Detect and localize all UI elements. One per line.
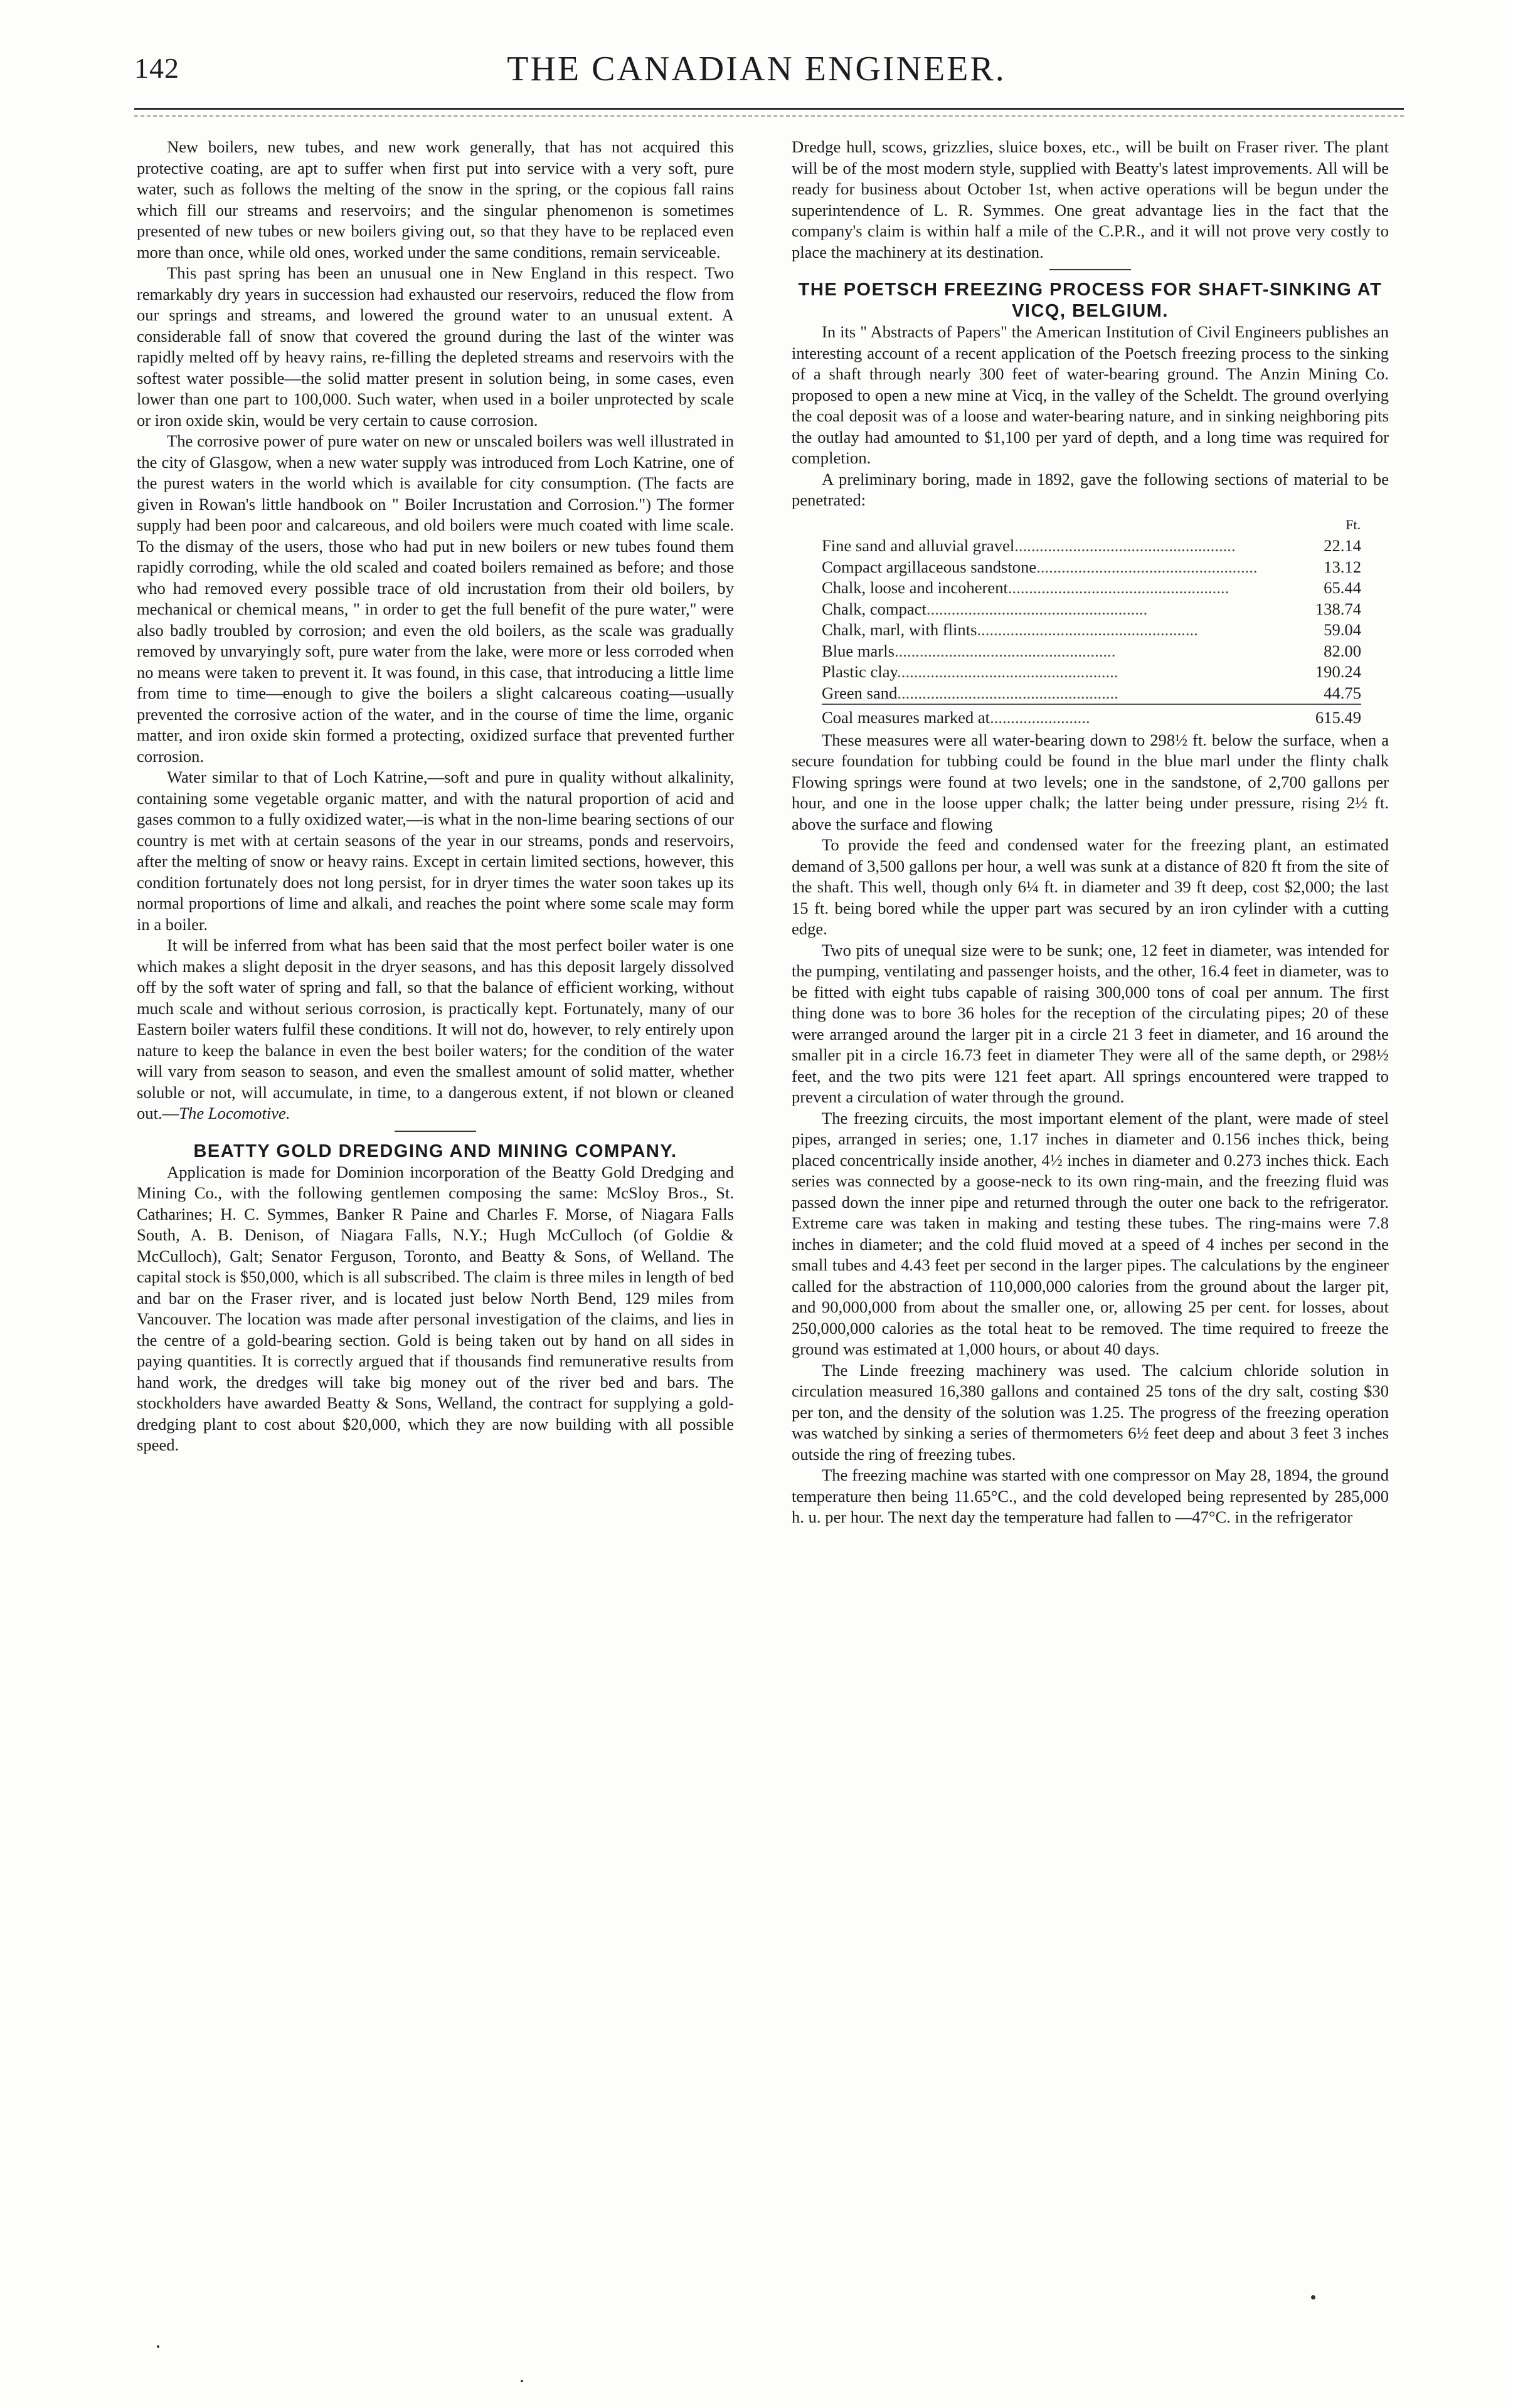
journal-title: THE CANADIAN ENGINEER. [507, 50, 1006, 88]
paragraph [137, 935, 734, 1124]
section-label-text: Chalk, loose and incoherent [822, 578, 1008, 597]
table-row [822, 578, 1361, 599]
section-divider [395, 1131, 476, 1132]
paragraph: The Linde freezing machinery was used. The calcium chloride solution in circulation measured 16,380 gallons and contained 25 tons of the dry salt, costing $30 per ton, and the density of the solution was 1.25. The progress of the freezing operation was watched by sinking a series of thermometers 6½ feet deep and about 3 feet 3 inches outside the ring of freezing tubes. [792, 1360, 1389, 1464]
section-divider [1049, 269, 1131, 270]
table-row [822, 536, 1361, 557]
table-row [822, 662, 1361, 683]
paragraph-text: It will be inferred from what has been said that the most perfect boiler water is one which makes a slight deposit in the dryer seasons, and has this deposit largely dissolved off by the soft water of spring and fall, so that the balance of efficient working, without much scale and without serious corrosion, is practically kept. Fortunately, many of our Eastern boiler waters fulfil these conditions. It will not do, however, to rely entirely upon nature to keep the balance in even the best boiler waters; for the condition of the water will vary from season to season, and even the smallest amount of solid matter, whether soluble or not, will accumulate, in time, to a dangerous extent, if not blown or cleaned out.— [137, 936, 734, 1122]
section-label-text: Blue marls [822, 641, 895, 660]
paragraph: This past spring has been an unusual one in New England in this respect. Two remarkably dry years in succession had exhausted our reservoirs, reduced the flow from our springs and streams, and lowered the ground water to an unusual extent. A considerable fall of snow that covered the ground during the last of the winter was rapidly melted off by heavy rains, re-filling the depleted streams and reservoirs with the softest water possible—the solid matter present in solution being, in some cases, even lower than one part to 100,000. Such water, when used in a boiler unprotected by scale or iron oxide skin, would be very certain to cause corrosion. [137, 263, 734, 430]
paragraph: Dredge hull, scows, grizzlies, sluice boxes, etc., will be built on Fraser river. The plant will be of the most modern style, supplied with Beatty's latest improvements. All will be ready for business about October 1st, when active operations will be begun under the superintendence of L. R. Symmes. One great advantage lies in the fact that the company's claim is within half a mile of the C.P.R., and it will not prove very costly to place the machinery at its destination. [792, 137, 1389, 261]
paragraph: In its " Abstracts of Papers" the American Institution of Civil Engineers publishes an interesting account of a recent application of the Poetsch freezing process to the sinking of a shaft through nearly 300 feet of water-bearing ground. The Anzin Mining Co. proposed to open a new mine at Vicq, in the valley of the Scheldt. The ground overlying the coal deposit was of a loose and water-bearing nature, and in sinking neighboring pits the outlay had amounted to $1,100 per yard of depth, and a long time was required for completion. [792, 322, 1389, 467]
unit-header: Ft. [1346, 516, 1361, 532]
paragraph: The corrosive power of pure water on new or unscaled boilers was well illustrated in the city of Glasgow, when a new water supply was introduced from Loch Katrine, one of the purest waters in the world which is available for city consumption. (The facts are given in Rowan's little handbook on " Boiler Incrustation and Corrosion.") The former supply had been poor and calcareous, and old boilers were much coated with lime scale. To the dismay of the users, those who had put in new boilers or new tubes found them rapidly corroding, while the old scaled and coated boilers remained as before; and those who had removed every possible trace of old incrustation from their old boilers, by mechanical or chemical means, " in order to get the full benefit of the pure water," were also badly troubled by corrosion; and even the old boilers, as the scale was gradually removed by unvaryingly soft, pure water from the lake, were more or less corroded when no means were taken to prevent it. It was found, in this case, that introducing a little lime from time to time—enough to give the boilers a slight calcareous coating—usually prevented the corrosive action of the water, and in the course of time the lime, organic matter, and iron oxide skin formed a protecting, oxidized surface that prevented further corrosion. [137, 431, 734, 766]
table-row [822, 620, 1361, 641]
total-value: 615.49 [1286, 704, 1361, 729]
print-speck [521, 2380, 523, 2382]
print-speck [157, 2345, 159, 2348]
section-label-text: Chalk, compact [822, 599, 926, 618]
page-number: 142 [134, 52, 179, 84]
section-label: Blue marls..................................................... [822, 641, 1116, 660]
section-label: Green sand..................................................... [822, 683, 1118, 702]
paragraph: Two pits of unequal size were to be sunk; one, 12 feet in diameter, was intended for the pumping, ventilating and passenger hoists, and the other, 16.4 feet in diameter, was to be fitted with eight tubs capable of raising 300,000 tons of coal per annum. The first thing done was to bore 36 holes for the reception of the circulating pipes; 20 of these were arranged around the larger pit in a circle 21 3 feet in diameter, and 16 around the smaller pit in a circle 16.73 feet in diameter They were all of the same depth, or 298½ feet, and the two pits were 121 feet apart. All springs encountered were trapped to prevent a circulation of water through the ground. [792, 940, 1389, 1106]
paragraph: New boilers, new tubes, and new work generally, that has not acquired this protective coating, are apt to suffer when first put into service with a very soft, pure water, such as follows the melting of the snow in the spring, or the copious fall rains which fill our streams and reservoirs; and the singular phenomenon is sometimes presented of new tubes or new boilers giving out, so that they have to be replaced even more than once, while old ones, worked under the same conditions, remain serviceable. [137, 137, 734, 261]
paragraph: The freezing circuits, the most important element of the plant, were made of steel pipes, arranged in series; one, 1.17 inches in diameter and 0.156 inches thick, being placed concentrically inside another, 4½ inches in diameter and 0.273 inches thick. Each series was connected by a goose-neck to its own ring-main, and the freezing fluid was passed down the inner pipe and returned through the outer one back to the refrigerator. Extreme care was taken in making and testing these tubes. The ring-mains were 7.8 inches in diameter; and the cold fluid moved at a speed of 4 inches per second in the small tubes and 4.43 feet per second in the larger pipes. The calculations by the engineer called for the abstraction of 110,000,000 calories from the ground about the larger pit, and 90,000,000 from about the smaller one, or, allowing 25 per cent. for losses, about 250,000,000 calories as the total heat to be removed. The time required to freeze the ground was estimated at 1,000 hours, or about 40 days. [792, 1108, 1389, 1358]
section-label: Chalk, loose and incoherent..................................................... [822, 578, 1229, 597]
section-value: 22.14 [1324, 536, 1361, 555]
paragraph: The freezing machine was started with one compressor on May 28, 1894, the ground temperature then being 11.65°C., and the cold developed being represented by 285,000 h. u. per hour. The next day the temperature had fallen to —47°C. in the refrigerator [792, 1465, 1389, 1526]
section-label-text: Fine sand and alluvial gravel [822, 536, 1015, 555]
right-column [792, 137, 1389, 1528]
paragraph: Application is made for Dominion incorporation of the Beatty Gold Dredging and Mining Co., with the following gentlemen composing the same: McSloy Bros., St. Catharines; H. C. Symmes, Banker R Paine and Charles F. Morse, of Niagara Falls South, A. B. Denison, of Niagara Falls, N.Y.; Hugh McCulloch (of Goldie & McCulloch), Galt; Senator Ferguson, Toronto, and Beatty & Sons, of Welland. The capital stock is $50,000, which is all subscribed. The claim is three miles in length of bed and bar on the Fraser river, and is located just below North Bend, 129 miles from Vancouver. The location was made after personal investigation of the claims, and lies in the centre of a gold-bearing section. Gold is being taken out by hand on all sides in paying quantities. It is correctly argued that if thousands find remunerative results from hand work, the dredges will take big money out of the river bed and bars. The stockholders have awarded Beatty & Sons, Welland, the contract for supplying a gold-dredging plant to cost about $20,000, which they are now building with all possible speed. [137, 1162, 734, 1454]
left-column [137, 137, 734, 1456]
paragraph: To provide the feed and condensed water for the freezing plant, an estimated demand of 3,500 gallons per hour, a well was sunk at a distance of 820 ft from the site of the shaft. This well, though only 6¼ ft. in diameter and 39 ft deep, cost $2,000; the last 15 ft. being bored while the upper part was secured by an iron cylinder with a cutting edge. [792, 835, 1389, 938]
section-value: 65.44 [1324, 578, 1361, 597]
section-label: Fine sand and alluvial gravel..................................................... [822, 536, 1236, 555]
section-label: Plastic clay..................................................... [822, 662, 1118, 681]
section-value: 138.74 [1315, 599, 1361, 618]
table-total-row: Coal measures marked at........................ 615.49 [822, 704, 1361, 729]
table-row [822, 641, 1361, 662]
paragraph: These measures were all water-bearing down to 298½ ft. below the surface, when a secure foundation for tubbing could be found in the blue marl under the flinty chalk Flowing springs were found at two levels; one in the sandstone, of 2,700 gallons per hour, and one in the loose upper chalk; the latter being under pressure, rising 2½ ft. above the surface and flowing [792, 730, 1389, 833]
section-value: 190.24 [1315, 662, 1361, 681]
section-label-text: Chalk, marl, with flints [822, 620, 977, 639]
print-speck [1311, 2295, 1315, 2300]
article-heading-poetsch: THE POETSCH FREEZING PROCESS FOR SHAFT-SINKING AT VICQ, BELGIUM. [798, 280, 1383, 321]
section-label: Chalk, marl, with flints..................................................... [822, 620, 1198, 639]
boring-sections-table [822, 514, 1361, 729]
table-row [822, 557, 1361, 578]
section-value: 82.00 [1324, 641, 1361, 660]
section-label-text: Plastic clay [822, 662, 898, 681]
section-label-text: Green sand [822, 683, 898, 702]
source-credit: The Locomotive. [179, 1104, 290, 1122]
total-label: Coal measures marked at [822, 708, 990, 727]
paragraph: A preliminary boring, made in 1892, gave the following sections of material to be penetrated: [792, 469, 1389, 509]
section-label: Chalk, compact..................................................... [822, 599, 1148, 618]
section-label: Compact argillaceous sandstone..................................................... [822, 557, 1258, 576]
section-label-text: Compact argillaceous sandstone [822, 557, 1037, 576]
section-value: 44.75 [1324, 683, 1361, 702]
header-rule [134, 108, 1404, 110]
section-value: 13.12 [1324, 557, 1361, 576]
article-heading-beatty: BEATTY GOLD DREDGING AND MINING COMPANY. [193, 1141, 677, 1161]
paragraph: Water similar to that of Loch Katrine,—soft and pure in quality without alkalinity, containing some vegetable organic matter, and with the natural proportion of acid and gases common to a fully oxidized water,—is what in the non-lime bearing sections of our country is met with at certain seasons of the year in our streams, ponds and reservoirs, after the melting of snow or heavy rains. Except in certain limited sections, however, this condition fortunately does not long persist, for in dryer times the water soon takes up its normal proportions of lime and alkali, and reaches the point where some scale may form in a boiler. [137, 768, 734, 934]
table-row [822, 683, 1361, 705]
header-rule-dashed [134, 115, 1404, 117]
table-row [822, 599, 1361, 620]
section-value: 59.04 [1324, 620, 1361, 639]
